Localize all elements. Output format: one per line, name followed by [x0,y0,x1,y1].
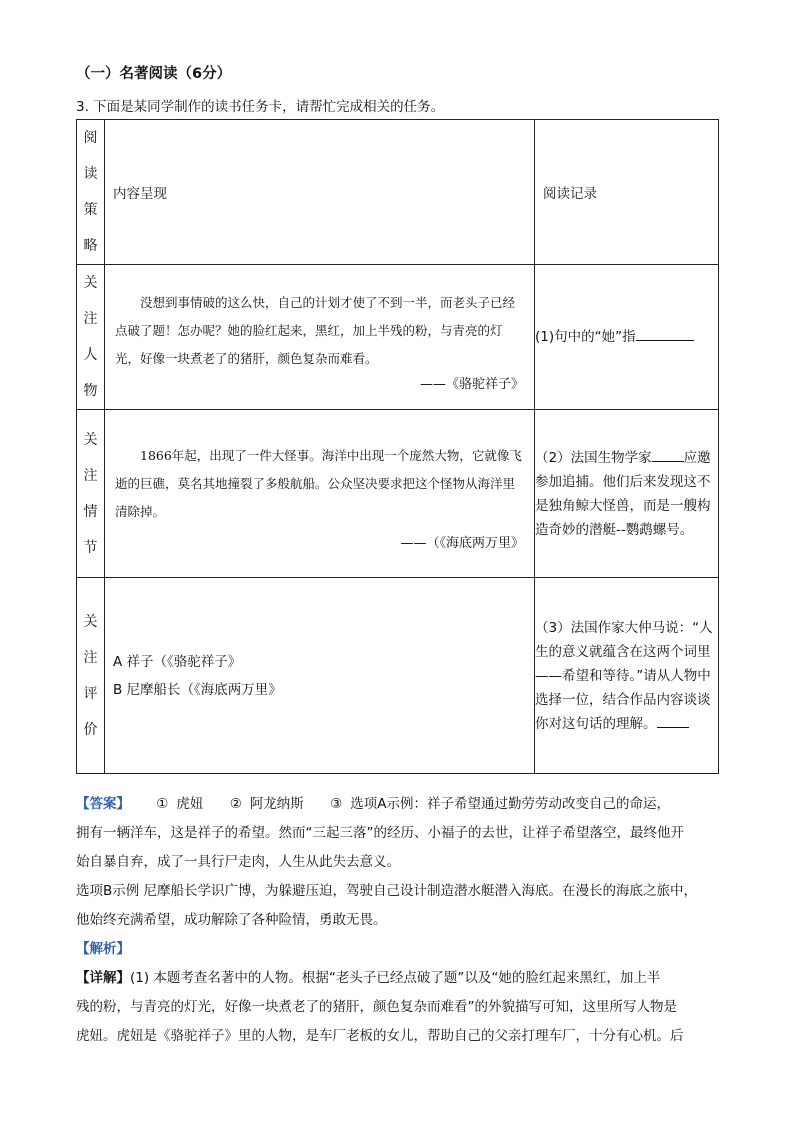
option-a: A 祥子（《骆驼祥子》 [113,653,242,670]
answer-line: 【答案】 ① 虎妞 ② 阿龙纳斯 ③ 选项A示例：祥子希望通过勤劳劳动改变自己的命运， [76,796,670,812]
option-b: B 尼摩船长（《海底两万里》 [113,681,282,698]
record-cell: (1)句中的“她”指 [535,265,719,410]
reading-task-card-table [76,119,719,774]
quote-text: 1866年起，出现了一件大怪事。海洋中出现一个庞然大物，它就像飞逝的巨礁，莫名其地撞裂了多般航船。公众坚决要求把这个怪物从海洋里清除掉。 [115,448,522,519]
analysis-label: 【解析】 [76,941,130,957]
answer-blank[interactable] [636,326,694,341]
answer-label: 【答案】 [76,796,130,812]
answer-block: 【答案】 ① 虎妞 ② 阿龙纳斯 ③ 选项A示例：祥子希望通过勤劳劳动改变自己的命运， 拥有一辆洋车，这是祥子的希望。然而“三起三落”的经历、小福子的去世，让祥子希望落空，最终他开 始自暴自弃，成了一具行尸走肉，人生从此失去意义。 选项B示例 尼摩船长学识广博，为躲避压迫，驾驶自己设计制造潜水艇潜入海底。在漫长的海底之旅中， 他始终充满希望，成功解除了各种险情，勇敢无畏。 【解析】 【详解】(1) 本题考查名著中的人物。根据“老头子已经点破了题”以及“她的脸红起来黑红，加上半 残的粉，与青亮的灯光，好像一块煮老了的猪肝，颜色复杂而难看”的外貌描写可知，这里所写人物是 虎妞。虎妞是《骆驼祥子》里的人物，是车厂老板的女儿，帮助自己的父亲打理车厂，十分有心机。后 [76,790,720,1051]
table-header-row [77,120,719,265]
content-cell [105,410,535,578]
strategy-header-cell: 阅 读 策 略 [77,120,105,265]
answer-2: 阿龙纳斯 [249,796,304,812]
strategy-cell: 关 注 情 节 [77,410,105,578]
table-row [77,410,719,578]
strategy-cell: 关 注 人 物 [77,265,105,410]
question-prompt: 3. 下面是某同学制作的读书任务卡，请帮忙完成相关的任务。 [76,99,445,115]
answer-blank[interactable] [657,713,689,728]
table-row [77,578,719,774]
record-header-cell: 阅读记录 [535,120,719,265]
section-title: （一）名著阅读（6分） [76,66,232,82]
record-cell: （2）法国生物学家 应邀参加追捕。他们后来发现这不是独角鲸大怪兽，而是一艘构造奇妙的潜艇--鹦鹉螺号。 [535,410,719,578]
quote-source: ——《骆驼祥子》 [419,376,524,392]
content-cell [105,265,535,410]
quote-text: 没想到事情破的这么快，自己的计划才使了不到一半，而老头子已经点破了题！怎办呢？她的脸红起来，黑红，加上半残的粉，与青亮的灯光，好像一块煮老了的猪肝，颜色复杂而难看。 [115,294,516,366]
answer-1: 虎妞 [176,796,204,812]
analysis-detail: 【详解】(1) 本题考查名著中的人物。根据“老头子已经点破了题”以及“她的脸红起来黑红，加上半 [76,970,661,986]
content-header-cell: 内容呈现 [105,120,535,265]
quote-source: ——（《海底两万里》 [400,536,524,551]
answer-3: 选项A示例：祥子希望通过勤劳劳动改变自己的命运， [350,796,670,812]
strategy-cell: 关 注 评 价 [77,578,105,774]
answer-blank[interactable] [652,447,684,462]
record-cell: （3）法国作家大仲马说：“人生的意义就蕴含在这两个词里——希望和等待。”请从人物中选择一位，结合作品内容谈谈你对这句话的理解。 [535,578,719,774]
content-cell [105,578,535,774]
table-row [77,265,719,410]
